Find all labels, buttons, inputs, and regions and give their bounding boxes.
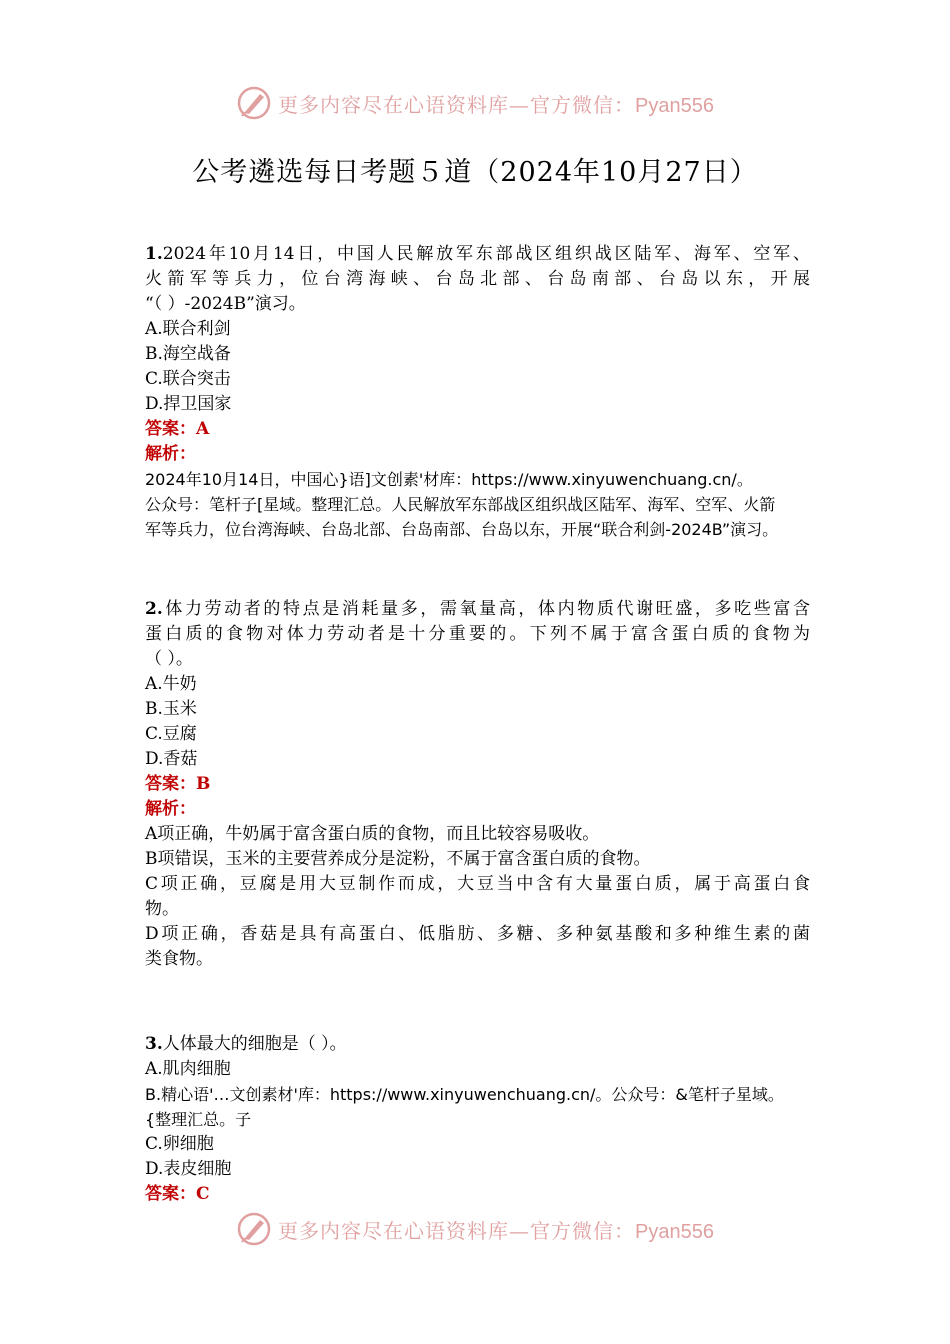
analysis-label: 解析： (145, 799, 196, 819)
question-number: 1. (145, 244, 163, 264)
watermark-noise-line: {整理汇总。子 (145, 1110, 252, 1129)
question-stem-line: 火箭军等兵力，位台湾海峡、台岛北部、台岛南部、台岛以东，开展 (145, 269, 810, 289)
question-number: 2. (145, 599, 163, 619)
option-c: C.豆腐 (145, 724, 197, 744)
question-stem-line: 1.2024年10月14日，中国人民解放军东部战区组织战区陆军、海军、空军、 (145, 244, 810, 264)
question-stem-line: 蛋白质的食物对体力劳动者是十分重要的。下列不属于富含蛋白质的食物为 (145, 624, 810, 644)
option-c: C.联合突击 (145, 369, 231, 389)
analysis-line: A项正确，牛奶属于富含蛋白质的食物，而且比较容易吸收。 (145, 824, 600, 844)
page-title: 公考遴选每日考题５道（2024年10月27日） (192, 157, 758, 188)
analysis-line: 公众号：笔杆子[星域。整理汇总。人民解放军东部战区组织战区陆军、海军、空军、火箭 (145, 495, 776, 514)
pen-logo-icon (236, 85, 272, 121)
option-d: D.表皮细胞 (145, 1159, 232, 1179)
watermark-text-cn: 更多内容尽在心语资料库—官方微信： (278, 1218, 636, 1243)
answer: 答案：A (145, 419, 210, 439)
watermark-wechat-id: Pyan556 (635, 1220, 714, 1243)
pen-logo-icon (236, 1211, 272, 1247)
analysis-line: 军等兵力，位台湾海峡、台岛北部、台岛南部、台岛以东，开展“联合利剑-2024B”演习。 (145, 520, 779, 539)
analysis-line: B项错误，玉米的主要营养成分是淀粉，不属于富含蛋白质的食物。 (145, 849, 651, 869)
option-b: B.玉米 (145, 699, 197, 719)
answer: 答案：B (145, 774, 211, 794)
header-watermark (0, 83, 950, 123)
question-number: 3. (145, 1034, 163, 1054)
option-d: D.捍卫国家 (145, 394, 232, 414)
option-b: B.海空战备 (145, 344, 231, 364)
option-c: C.卵细胞 (145, 1134, 214, 1154)
question-list (145, 242, 810, 1207)
answer: 答案：C (145, 1184, 210, 1204)
question-stem-line: “（ ）-2024B”演习。 (145, 294, 306, 314)
option-d: D.香菇 (145, 749, 198, 769)
analysis-line: D项正确，香菇是具有高蛋白、低脂肪、多糖、多种氨基酸和多种维生素的菌 (145, 924, 810, 944)
watermark-wechat-id: Pyan556 (635, 94, 714, 117)
option-a: A.肌肉细胞 (145, 1059, 231, 1079)
question-1 (145, 242, 810, 542)
analysis-line: 类食物。 (145, 949, 213, 969)
watermark-text-cn: 更多内容尽在心语资料库—官方微信： (278, 92, 636, 117)
analysis-line: 物。 (145, 899, 179, 919)
analysis-line: 2024年10月14日，中国心}语]文创素'材库：https://www.xinyuwenchuang.cn/。 (145, 470, 753, 489)
watermark-text (278, 1215, 714, 1244)
option-b-with-watermark: B.精心语'…文创素材'库：https://www.xinyuwenchuang.cn/。公众号：&笔杆子星域。 (145, 1085, 784, 1104)
question-2 (145, 597, 810, 972)
question-stem-line: （ ）。 (145, 649, 193, 669)
question-3 (145, 1032, 810, 1207)
option-a: A.牛奶 (145, 674, 197, 694)
question-stem-line: 3.人体最大的细胞是（ ）。 (145, 1034, 347, 1054)
option-a: A.联合利剑 (145, 319, 231, 339)
analysis-label: 解析： (145, 444, 196, 464)
footer-watermark (0, 1209, 950, 1249)
analysis-line: C项正确，豆腐是用大豆制作而成，大豆当中含有大量蛋白质，属于高蛋白食 (145, 874, 810, 894)
watermark-text (278, 89, 714, 118)
question-stem-line: 2.体力劳动者的特点是消耗量多，需氧量高，体内物质代谢旺盛，多吃些富含 (145, 599, 810, 619)
